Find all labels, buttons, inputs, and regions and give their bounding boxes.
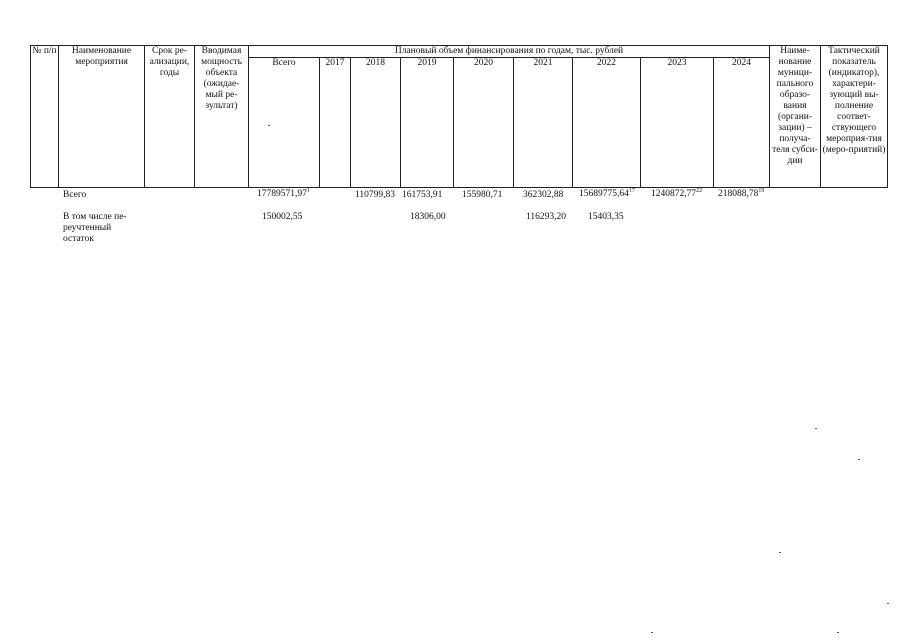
col-year-2017: 2017 — [320, 58, 351, 188]
scan-speck — [858, 459, 860, 460]
col-capacity-header: Вводимая мощность объекта (ожидае-мый ре-зультат) — [195, 46, 249, 188]
funding-table-header — [30, 45, 888, 188]
col-year-2024: 2024 — [714, 58, 770, 188]
row-total-sum: 17789571,97$^1$ — [257, 187, 310, 199]
col-year-2023: 2023 — [641, 58, 714, 188]
row-total-2020: 155980,71 — [462, 190, 503, 200]
row-total-2021: 362302,88 — [523, 190, 564, 200]
row-remainder-sum: 150002,55 — [262, 212, 303, 222]
scan-speck — [887, 603, 889, 604]
col-funding-header: Плановый объем финансирования по годам, тыс. рублей — [249, 46, 770, 58]
row-remainder-2019: 18306,00 — [410, 212, 446, 222]
scan-speck — [837, 632, 839, 633]
col-year-2021: 2021 — [514, 58, 573, 188]
row-total-2018: 110799,83 — [355, 190, 396, 200]
row-remainder-2022: 15403,35 — [588, 212, 624, 222]
col-year-2018: 2018 — [351, 58, 401, 188]
row-total-2023: 1240872,77$^{22}$ — [651, 187, 703, 199]
scan-speck — [268, 125, 270, 126]
row-remainder-2021: 116293,20 — [526, 212, 567, 222]
col-recipient-header: Наиме-нование муници-пального образо-вания (органи-зации) – получа-теля субси-дии — [770, 46, 821, 188]
col-indicator-header: Тактический показатель (индикатор), характери-зующий вы-полнение соответ-ствующего мероприя-тия (меро-приятий) — [821, 46, 888, 188]
col-num-header: № п/п — [31, 46, 59, 188]
col-year-2019: 2019 — [401, 58, 454, 188]
col-year-2022: 2022 — [573, 58, 641, 188]
row-total-label: Всего — [63, 190, 87, 200]
row-total-2024: 218088,78$^{19}$ — [718, 187, 765, 199]
col-name-header: Наименование мероприятия — [59, 46, 145, 188]
scan-speck — [815, 428, 817, 429]
col-year-2020: 2020 — [454, 58, 514, 188]
scan-speck — [779, 552, 781, 553]
row-remainder-label: В том числе пе-реучтенный остаток — [63, 212, 127, 244]
row-total-2019: 161753,91 — [402, 190, 443, 200]
col-term-header: Срок ре- ализации, годы — [145, 46, 195, 188]
scan-speck — [651, 632, 653, 633]
col-total-header: Всего — [249, 58, 320, 188]
row-total-2022: 15689775,64$^{17}$ — [579, 187, 635, 199]
